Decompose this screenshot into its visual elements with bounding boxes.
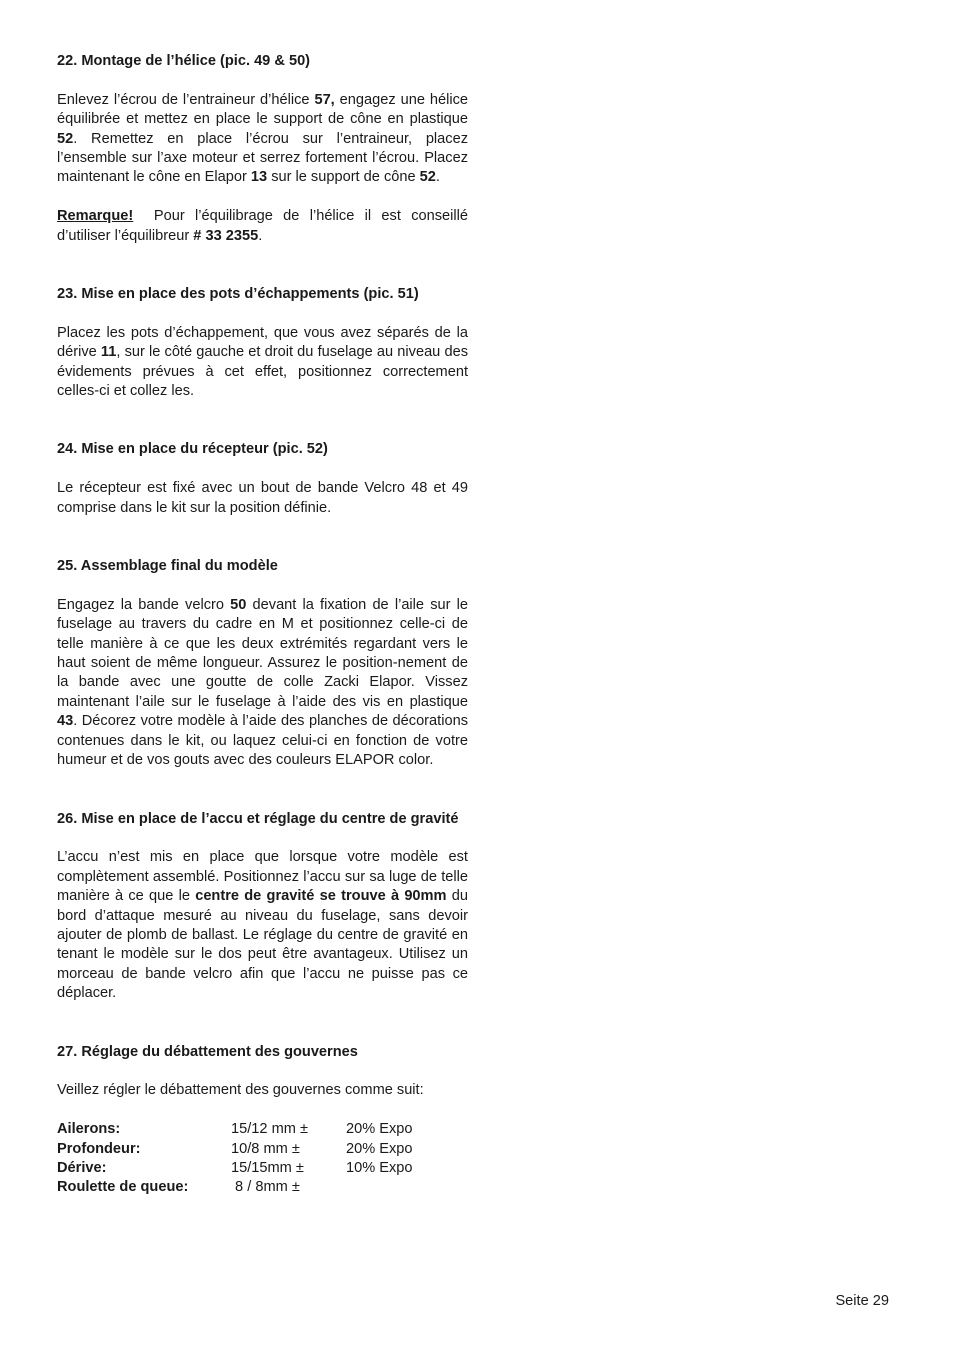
section-heading-25: 25. Assemblage final du modèle (57, 558, 278, 575)
throw-value: 15/15mm ± (231, 1159, 304, 1176)
table-row (57, 1159, 413, 1178)
section-25-paragraph: Engagez la bande velcro 50 devant la fixation de l’aile sur le fuselage au travers du cadre en M et positionnez celle-ci de telle manière à ce que les deux extrémités regardant vers le haut soient de même longueur. Assurez le position-nement de la bande avec une goutte de colle Zacki Elapor. Vissez maintenant l’aile sur le fuselage à l’aide des vis en plastique 43. Décorez votre modèle à l’aide des planches de décorations contenues dans le kit, ou laquez celui-ci en fonction de votre humeur et de vos gouts avec des couleurs ELAPOR color. (57, 596, 468, 769)
section-27-paragraph: Veillez régler le débattement des gouvernes comme suit: (57, 1082, 424, 1099)
table-row (57, 1178, 413, 1197)
throw-value: 8 / 8mm ± (231, 1179, 300, 1196)
section-heading-24: 24. Mise en place du récepteur (pic. 52) (57, 441, 328, 458)
table-row (57, 1140, 413, 1159)
surface-name: Ailerons: (57, 1121, 121, 1138)
control-throw-table (57, 1120, 413, 1198)
section-heading-26: 26. Mise en place de l’accu et réglage du centre de gravité (57, 810, 459, 827)
section-heading-23: 23. Mise en place des pots d’échappements (pic. 51) (57, 286, 419, 303)
surface-name: Roulette de queue: (57, 1179, 189, 1196)
section-24-paragraph: Le récepteur est fixé avec un bout de bande Velcro 48 et 49 comprise dans le kit sur la position définie. (57, 480, 468, 516)
section-26-paragraph: L’accu n’est mis en place que lorsque votre modèle est complètement assemblé. Positionnez l’accu sur sa luge de telle manière à ce que le centre de gravité se trouve à 90mm du bord d’attaque mesuré au niveau du fuselage, sans devoir ajouter de plomb de ballast. Le réglage du centre de gravité en tenant le modèle sur le dos peut être avantageux. Utilisez un morceau de bande velcro afin que l’accu ne puisse pas ce déplacer. (57, 849, 468, 1002)
document-column (57, 52, 473, 1198)
table-row (57, 1120, 413, 1139)
throw-value: 10/8 mm ± (231, 1140, 300, 1157)
surface-name: Profondeur: (57, 1140, 141, 1157)
section-22-note: Remarque! Pour l’équilibrage de l’hélice il est conseillé d’utiliser l’équilibreur # 33 2355. (57, 208, 473, 244)
expo-value: 20% Expo (346, 1121, 413, 1138)
section-heading-27: 27. Réglage du débattement des gouvernes (57, 1043, 358, 1060)
throw-value: 15/12 mm ± (231, 1121, 308, 1138)
section-heading-22: 22. Montage de l’hélice (pic. 49 & 50) (57, 53, 311, 69)
note-label: Remarque! (57, 208, 134, 225)
surface-name: Dérive: (57, 1159, 107, 1176)
expo-value (346, 1178, 413, 1197)
section-23-paragraph: Placez les pots d’échappement, que vous avez séparés de la dérive 11, sur le côté gauche et droit du fuselage au niveau des évidements prévues à cet effet, positionnez correctement celles-ci et collez les. (57, 324, 468, 400)
page-number: Seite 29 (835, 1293, 889, 1309)
expo-value: 20% Expo (346, 1140, 413, 1157)
section-22-paragraph: Enlevez l’écrou de l’entraineur d’hélice 57, engagez une hélice équilibrée et mettez en place le support de cône en plastique 52. Remettez en place l’écrou sur l’entraineur, placez l’ensemble sur l’axe moteur et serrez fortement l’écrou. Placez maintenant le cône en Elapor 13 sur le support de cône 52. (57, 91, 468, 186)
expo-value: 10% Expo (346, 1159, 413, 1176)
